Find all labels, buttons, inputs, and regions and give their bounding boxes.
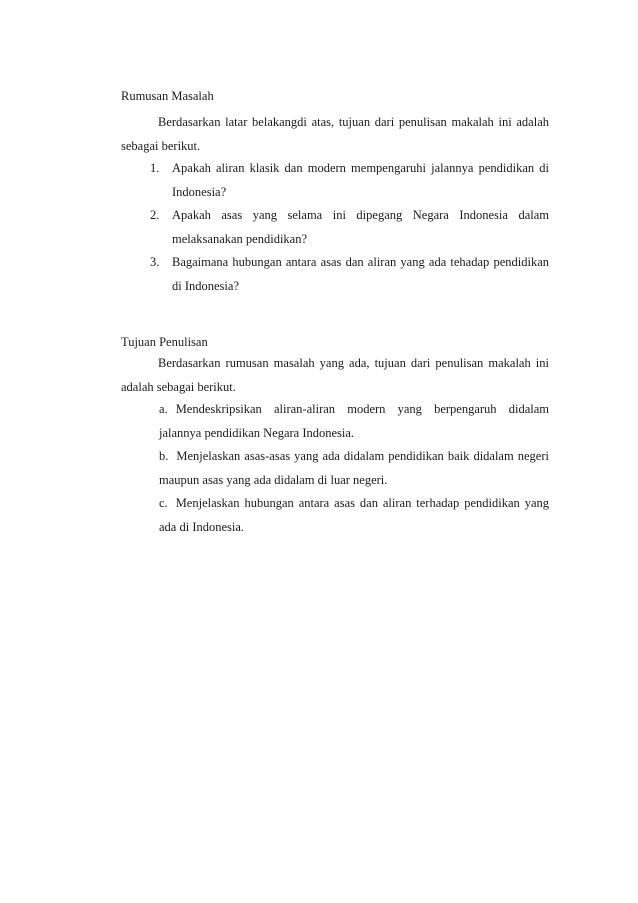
section-intro-paragraph: Berdasarkan latar belakangdi atas, tujuan dari penulisan makalah ini adalah sebagai berikut.	[121, 115, 549, 153]
section-heading-rumusan-masalah: Rumusan Masalah	[121, 89, 214, 103]
lettered-list	[159, 398, 549, 539]
list-item	[150, 204, 549, 251]
list-item-text: Bagaimana hubungan antara asas dan aliran yang ada tehadap pendidikan di Indonesia?	[172, 255, 549, 293]
list-item-text: Menjelaskan hubungan antara asas dan aliran terhadap pendidikan yang ada di Indonesia.	[159, 496, 549, 534]
list-item-letter: b.	[159, 449, 169, 463]
section-heading-tujuan-penulisan: Tujuan Penulisan	[121, 335, 208, 349]
list-item	[159, 492, 549, 539]
list-item-number: 3.	[150, 255, 160, 269]
list-item	[150, 251, 549, 298]
list-item-text: Mendeskripsikan aliran-aliran modern yang berpengaruh didalam jalannya pendidikan Negara Indonesia.	[159, 402, 549, 440]
list-item-text: Apakah aliran klasik dan modern mempengaruhi jalannya pendidikan di Indonesia?	[172, 161, 549, 199]
list-item-text: Apakah asas yang selama ini dipegang Negara Indonesia dalam melaksanakan pendidikan?	[172, 208, 549, 246]
list-item-number: 1.	[150, 161, 160, 175]
numbered-list	[150, 157, 549, 298]
list-item	[150, 157, 549, 204]
list-item	[159, 445, 549, 492]
list-item	[159, 398, 549, 445]
list-item-letter: c.	[159, 496, 168, 510]
list-item-number: 2.	[150, 208, 160, 222]
list-item-text: Menjelaskan asas-asas yang ada didalam pendidikan baik didalam negeri maupun asas yang ada didalam di luar negeri.	[159, 449, 549, 487]
list-item-letter: a.	[159, 402, 168, 416]
section-intro-paragraph: Berdasarkan rumusan masalah yang ada, tujuan dari penulisan makalah ini adalah sebagai berikut.	[121, 356, 549, 394]
